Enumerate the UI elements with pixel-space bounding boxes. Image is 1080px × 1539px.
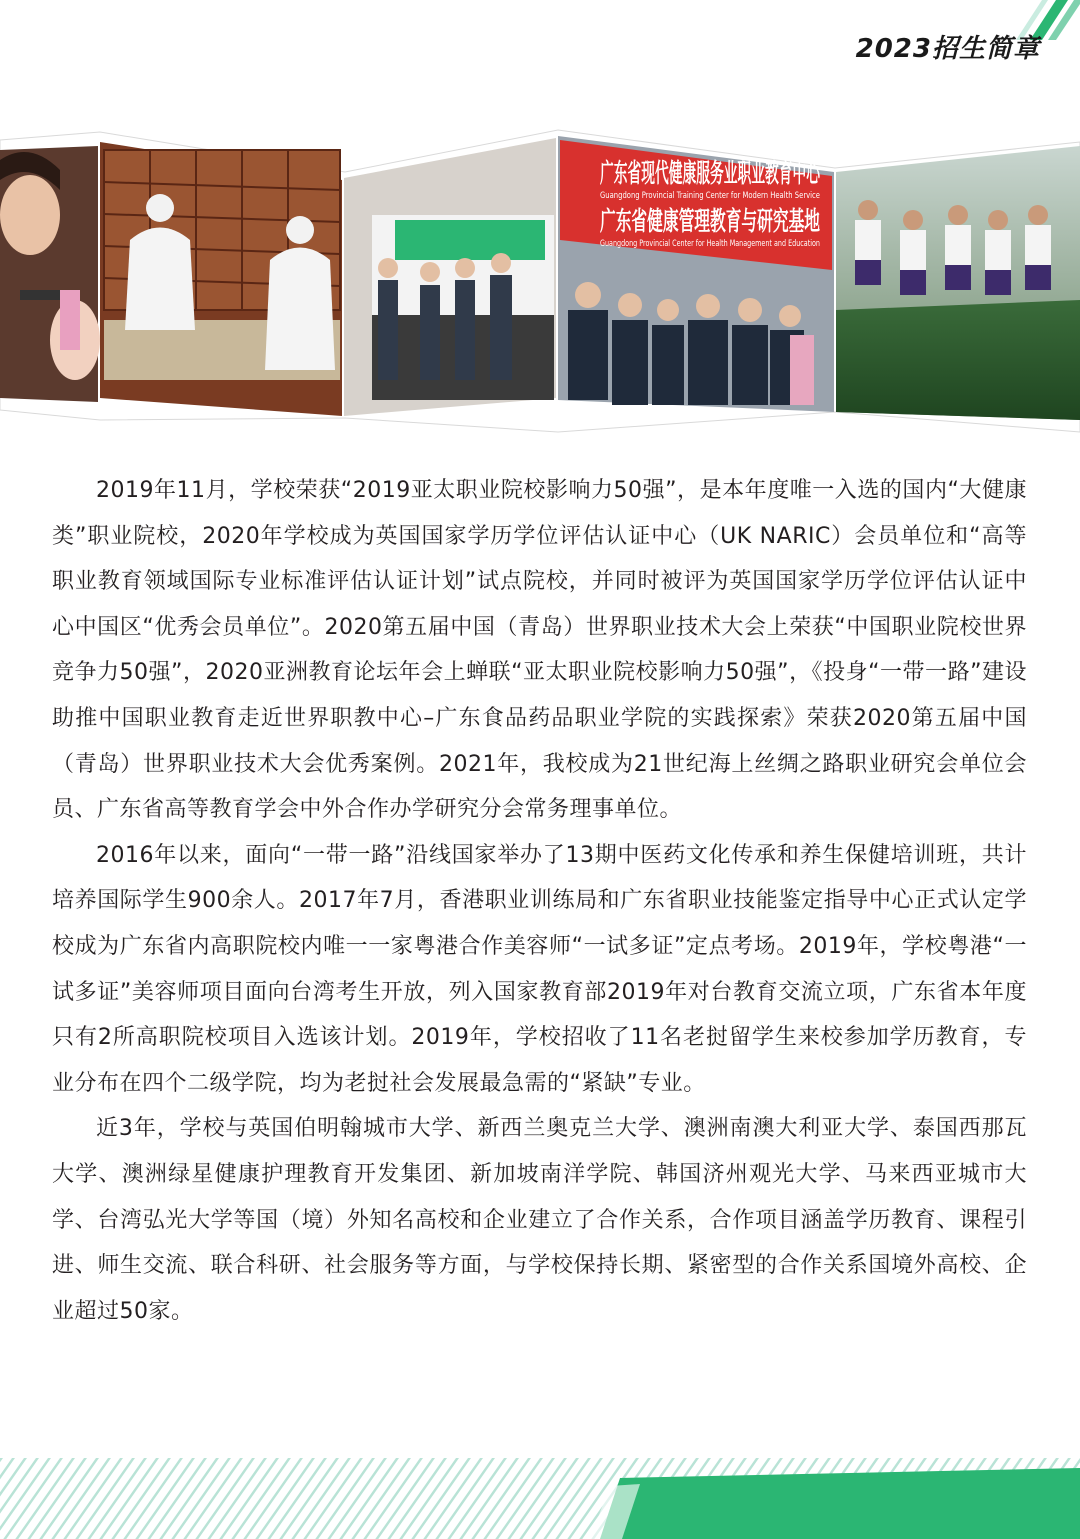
center-sign-line-2: Guangdong Provincial Training Center for Modern Health Service xyxy=(600,191,821,201)
paragraph-international-honors: 2019年11月，学校荣获“2019亚太职业院校影响力50强”，是本年度唯一入选的国内“大健康类”职业院校，2020年学校成为英国国家学历学位评估认证中心（UK NARIC）会员单位和“高等职业教育领域国际专业标准评估认证计划”试点院校，并同时被评为英国国家学历学位评估认证中心中国区“优秀会员单位”。2020第五届中国（青岛）世界职业技术大会上荣获“中国职业院校世界竞争力50强”，2020亚洲教育论坛年会上蝉联“亚太职业院校影响力50强”，《投身“一带一路”建设助推中国职业教育走近世界职教中心–广东食品药品职业学院的实践探索》荣获2020第五届中国（青岛）世界职业技术大会优秀案例。2021年，我校成为21世纪海上丝绸之路职业研究会单位会员、广东省高等教育学会中外合作办学研究分会常务理事单位。 xyxy=(52,478,1027,823)
paragraph-overseas-partners: 近3年，学校与英国伯明翰城市大学、新西兰奥克兰大学、澳洲南澳大利亚大学、泰国西那瓦大学、澳洲绿星健康护理教育开发集团、新加坡南洋学院、韩国济州观光大学、马来西亚城市大学、台湾弘光大学等国（境）外知名高校和企业建立了合作关系，合作项目涵盖学历教育、课程引进、师生交流、联合科研、社会服务等方面，与学校保持长期、紧密型的合作关系国境外高校、企业超过50家。 xyxy=(52,1116,1027,1324)
guangdong-center-photo xyxy=(558,136,1017,412)
center-sign-line-3: 广东省健康管理教育与研究基地 xyxy=(600,207,965,237)
beauty-training-photo xyxy=(0,146,100,402)
bottom-stripes-decoration xyxy=(0,1458,1080,1539)
paragraph-belt-and-road-training: 2016年以来，面向“一带一路”沿线国家举办了13期中医药文化传承和养生保健培训班，共计培养国际学生900余人。2017年7月，香港职业训练局和广东省职业技能鉴定指导中心正式认定学校成为广东省内高职院校内唯一一家粤港合作美容师“一试多证”定点考场。2019年，学校粤港“一试多证”美容师项目面向台湾考生开放，列入国家教育部2019年对台教育交流立项，广东省本年度只有2所高职院校项目入选该计划。2019年，学校招收了11名老挝留学生来校参加学历教育，专业分布在四个二级学院，均为老挝社会发展最急需的“紧缺”专业。 xyxy=(52,842,1027,1096)
center-sign-line-4: Guangdong Provincial Center for Health Management and Education xyxy=(600,239,820,249)
center-sign-line-1: 广东省现代健康服务业职业教育中心 xyxy=(600,159,1017,189)
body-content xyxy=(52,468,1027,1334)
tcm-pharmacy-photo xyxy=(100,142,342,416)
competition-opening-photo xyxy=(344,138,556,416)
photo-strip xyxy=(0,120,1080,440)
brochure-title: 2023招生简章 xyxy=(855,34,1040,64)
students-jumping-photo xyxy=(836,146,1080,420)
